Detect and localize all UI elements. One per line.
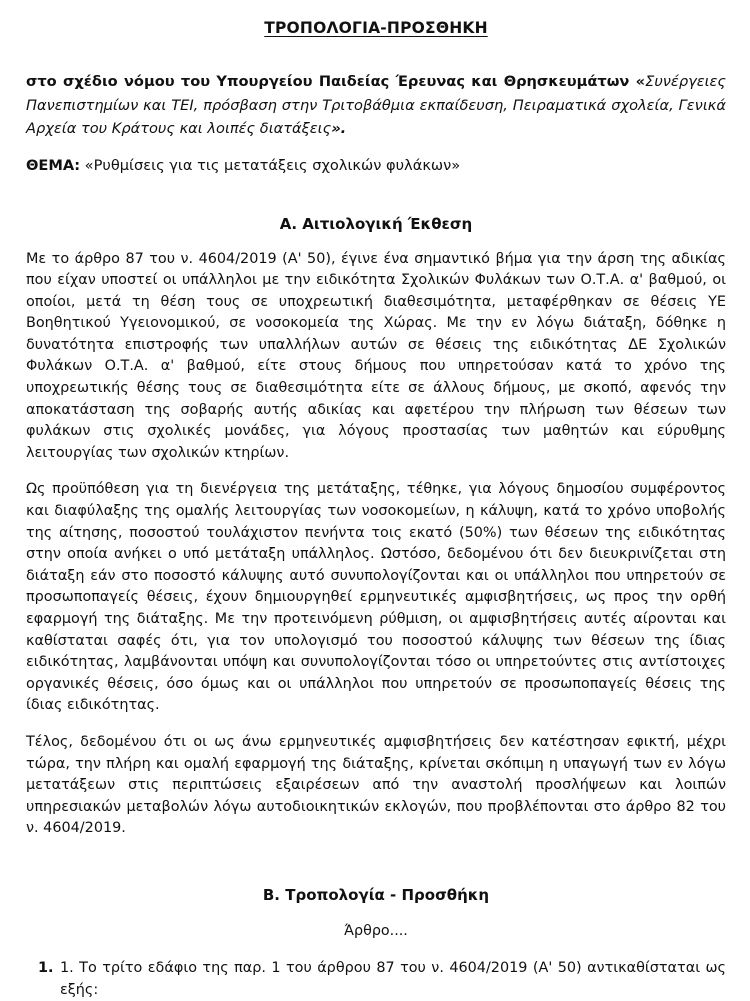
- section-a-paragraph-1: Με το άρθρο 87 του ν. 4604/2019 (Α' 50), έγινε ένα σημαντικό βήμα για την άρση της αδικίας που είχαν υποστεί οι υπάλληλοι με την ειδικότητα Σχολικών Φυλάκων των Ο.Τ.Α. α' βαθμού, οι οποίοι, μετά τη θέση τους σε υποχρεωτική διαθεσιμότητα, μεταφέρθηκαν σε θέσεις ΥΕ Βοηθητικού Υγειονομικού, σε νοσοκομεία της Χώρας. Με την εν λόγω διάταξη, δόθηκε η δυνατότητα επιστροφής των υπαλλήλων αυτών σε θέσεις της ειδικότητας ΔΕ Σχολικών Φυλάκων Ο.Τ.Α. α' βαθμού, είτε στους δήμους που υπηρετούσαν κατά το χρόνο της υποχρεωτικής θέσης τους σε διαθεσιμότητα είτε σε άλλους δήμους, με σκοπό, αφενός την αποκατάσταση της σοβαρής αυτής αδικίας και αφετέρου την πλήρωση των θέσεων των φυλάκων στις σχολικές μονάδες, για λόγους προστασίας των μαθητών και εύρυθμης λειτουργίας των σχολικών κτηρίων.: [26, 250, 726, 461]
- section-heading-a: Α. Αιτιολογική Έκθεση: [279, 214, 473, 233]
- subject-label: ΘΕΜΑ:: [26, 156, 81, 174]
- list-item-marker: 1.: [38, 959, 54, 976]
- bill-reference-title: Συνέργειες Πανεπιστημίων και ΤΕΙ, πρόσβαση στην Τριτοβάθμια εκπαίδευση, Πειραματικά σχολεία, Γενικά Αρχεία του Κράτους και λοιπές διατάξεις: [26, 73, 726, 137]
- document-title: ΤΡΟΠΟΛΟΓΙΑ-ΠΡΟΣΘΗΚΗ: [264, 19, 488, 37]
- section-a-paragraph-3: Τέλος, δεδομένου ότι οι ως άνω ερμηνευτικές αμφισβητήσεις δεν κατέστησαν εφικτή, μέχρι τώρα, την πλήρη και ομαλή εφαρμογή της διάταξης, κρίνεται σκόπιμη η υπαγωγή των εν λόγω μετατάξεων στις περιπτώσεις εξαιρέσεων από την αναστολή προσλήψεων και λοιπών υπηρεσιακών μεταβολών λόγω αυτοδιοικητικών εκλογών, που προβλέπονται στο άρθρο 82 του ν. 4604/2019.: [26, 733, 726, 837]
- bill-reference-closing: ».: [331, 120, 347, 137]
- article-label: Άρθρο....: [344, 922, 408, 939]
- subject-value: «Ρυθμίσεις για τις μετατάξεις σχολικών φυλάκων»: [84, 156, 461, 174]
- list-item: [26, 958, 726, 1001]
- bill-reference-block: [26, 38, 726, 141]
- list-item-text: 1. Το τρίτο εδάφιο της παρ. 1 του άρθρου 87 του ν. 4604/2019 (Α' 50) αντικαθίσταται ως εξής:: [60, 959, 726, 998]
- section-a-paragraph-2: Ως προϋπόθεση για τη διενέργεια της μετάταξης, τέθηκε, για λόγους δημοσίου συμφέροντος και διαφύλαξης της ομαλής λειτουργίας των νοσοκομείων, η κάλυψη, κατά το χρόνο υποβολής της αίτησης, ποσοστού τουλάχιστον πενήντα τοις εκατό (50%) των θέσεων της ειδικότητας στην οποία ανήκει ο υπό μετάταξη υπάλληλος. Ωστόσο, δεδομένου ότι δεν διευκρινίζεται στη διάταξη εάν στο ποσοστό κάλυψης αυτό συνυπολογίζονται και οι υπάλληλοι που υπηρετούν σε προσωποπαγείς θέσεις, έχουν δημιουργηθεί ερμηνευτικές αμφισβητήσεις, ως προς την ορθή εφαρμογή της διάταξης. Με την προτεινόμενη ρύθμιση, οι αμφισβητήσεις αυτές αίρονται και καθίσταται σαφές ότι, για τον υπολογισμό του ποσοστού κάλυψης των θέσεων της ίδιας ειδικότητας, λαμβάνονται υπόψη και συνυπολογίζονται τόσο οι υπηρετούντες στις αντίστοιχες οργανικές θέσεις, όσο όμως και οι υπάλληλοι που υπηρετούν σε προσωποπαγείς θέσεις της ίδιας ειδικότητας.: [26, 481, 726, 714]
- amendment-list: [26, 942, 726, 1001]
- bill-reference-lead-in: στο σχέδιο νόμου του Υπουργείου Παιδείας Έρευνας και Θρησκευμάτων «: [26, 73, 646, 90]
- subject-line: [26, 141, 726, 177]
- section-heading-b: Β. Τροπολογία - Προσθήκη: [262, 885, 490, 904]
